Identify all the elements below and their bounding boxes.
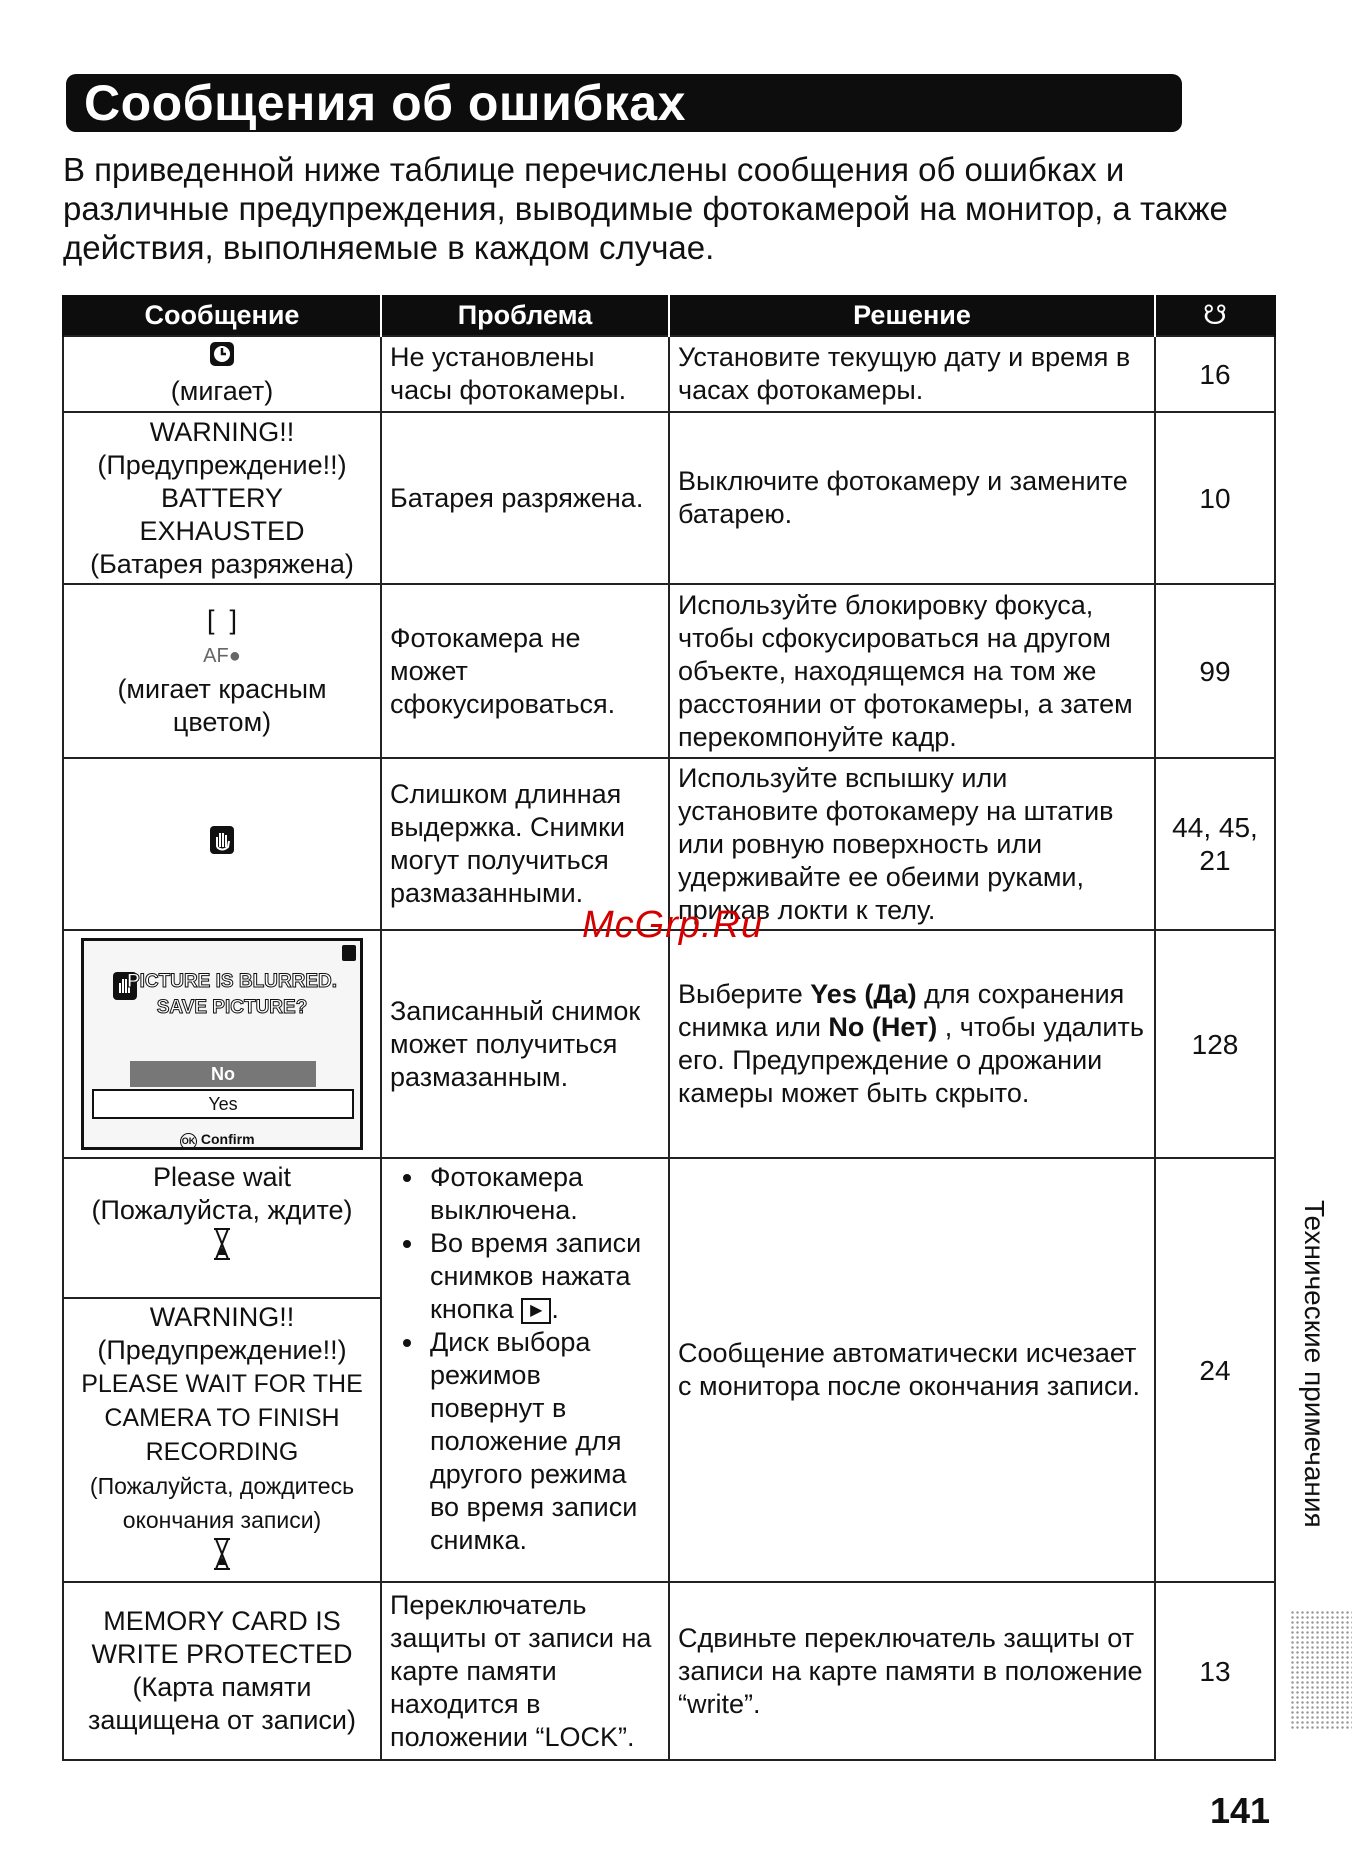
col-message: Сообщение: [63, 295, 381, 336]
message-cell: Please wait (Пожалуйста, ждите): [63, 1158, 381, 1298]
solution-cell: Используйте вспышку или установите фотокамеру на штатив или ровную поверхность или удерживайте ее обеими руками, прижав локти к телу.: [669, 758, 1155, 930]
screen-option-no: No: [130, 1061, 316, 1087]
page-title: Сообщения об ошибках: [84, 75, 686, 131]
memory-card-icon: [342, 945, 356, 961]
problem-cell: [381, 1158, 669, 1582]
ok-button-icon: OK: [180, 1133, 197, 1150]
message-cell: WARNING!! (Предупреждение!!) BATTERY EXHAUSTED (Батарея разряжена): [63, 412, 381, 584]
solution-cell: Используйте блокировку фокуса, чтобы сфокусироваться на другом объекте, находящемся на том же расстоянии от фотокамеры, а затем перекомпонуйте кадр.: [669, 584, 1155, 758]
page-number: 141: [1210, 1790, 1271, 1831]
table-row: [63, 1158, 1275, 1298]
edge-tab-pattern: [1290, 1610, 1352, 1730]
page-ref: 16: [1155, 336, 1275, 412]
table-row: [63, 930, 1275, 1158]
col-page: ☋: [1155, 295, 1275, 336]
problem-cell: Фотокамера не может сфокусироваться.: [381, 584, 669, 758]
message-cell: MEMORY CARD IS WRITE PROTECTED (Карта памяти защищена от записи): [63, 1582, 381, 1760]
solution-cell: Установите текущую дату и время в часах фотокамеры.: [669, 336, 1155, 412]
table-header-row: [63, 295, 1275, 336]
hourglass-icon: [213, 1537, 231, 1579]
page-ref: 24: [1155, 1158, 1275, 1582]
solution-cell: Выберите Yes (Да) для сохранения снимка или No (Нет) , чтобы удалить его. Предупреждение о дрожании камеры может быть скрыто.: [669, 930, 1155, 1158]
message-cell: WARNING!! (Предупреждение!!) PLEASE WAIT FOR THE CAMERA TO FINISH RECORDING (Пожалуйста, дождитесь окончания записи): [63, 1298, 381, 1582]
col-solution: Решение: [669, 295, 1155, 336]
focus-brackets: [ ]: [206, 604, 237, 635]
solution-cell: Выключите фотокамеру и замените батарею.: [669, 412, 1155, 584]
message-cell: [63, 758, 381, 930]
problem-cell: Не установлены часы фотокамеры.: [381, 336, 669, 412]
intro-text: В приведенной ниже таблице перечислены сообщения об ошибках и различные предупреждения, выводимые фотокамерой на монитор, а также действия, выполняемые в каждом случае.: [63, 151, 1228, 266]
list-item: • Фотокамера выключена.: [426, 1161, 660, 1227]
section-side-label: Технические примечания: [1299, 1200, 1330, 1528]
camera-shake-icon: [209, 825, 235, 863]
monitor-screen: [81, 938, 363, 1150]
problem-cell: Батарея разряжена.: [381, 412, 669, 584]
list-item: • Во время записи снимков нажата кнопка ▶ .: [426, 1227, 660, 1326]
page-ref: 99: [1155, 584, 1275, 758]
screen-message: PICTURE IS BLURRED. SAVE PICTURE?: [126, 971, 338, 1018]
watermark: McGrp.Ru: [582, 904, 764, 946]
table-row: [63, 584, 1275, 758]
problem-list: [390, 1161, 660, 1557]
page-ref: 13: [1155, 1582, 1275, 1760]
error-table: [62, 295, 1276, 1761]
message-cell: [63, 336, 381, 412]
table-row: [63, 336, 1275, 412]
solution-cell: Сообщение автоматически исчезает с монитора после окончания записи.: [669, 1158, 1155, 1582]
af-indicator-icon: AF●: [203, 644, 241, 667]
page-ref: 128: [1155, 930, 1275, 1158]
problem-cell: Записанный снимок может получиться размазанным.: [381, 930, 669, 1158]
list-item: • Диск выбора режимов повернут в положение для другого режима во время записи снимка.: [426, 1326, 660, 1557]
col-problem: Проблема: [381, 295, 669, 336]
page-ref: 10: [1155, 412, 1275, 584]
table-row: [63, 1582, 1275, 1760]
problem-cell: Переключатель защиты от записи на карте памяти находится в положении “LOCK”.: [381, 1582, 669, 1760]
playback-button-icon: ▶: [521, 1298, 551, 1324]
screen-option-yes: Yes: [92, 1089, 354, 1119]
hourglass-icon: [213, 1227, 231, 1269]
message-note: (мигает красным цветом): [117, 673, 327, 737]
solution-cell: Сдвиньте переключатель защиты от записи на карте памяти в положение “write”.: [669, 1582, 1155, 1760]
table-row: [63, 412, 1275, 584]
message-note: (мигает): [170, 375, 274, 406]
screen-confirm-hint: OK Confirm: [180, 1123, 255, 1156]
message-cell: [63, 584, 381, 758]
problem-cell: Слишком длинная выдержка. Снимки могут получиться размазанными.: [381, 758, 669, 930]
message-cell: [63, 930, 381, 1158]
page-ref: 44, 45, 21: [1155, 758, 1275, 930]
clock-icon: [209, 341, 235, 375]
title-bar: [66, 74, 1182, 132]
